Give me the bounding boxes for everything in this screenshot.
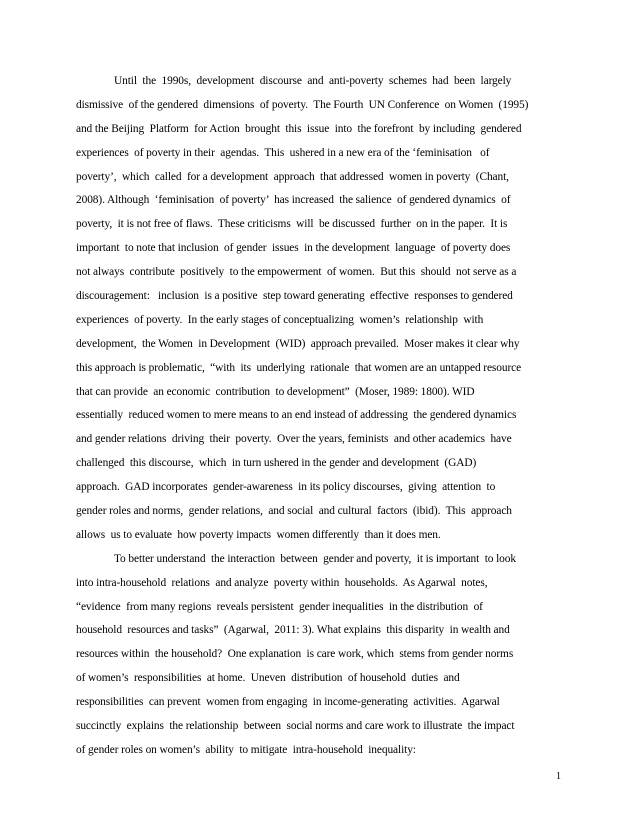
text-line: allows us to evaluate how poverty impacts women differently than it does men. bbox=[76, 528, 441, 541]
text-line: “evidence from many regions reveals persistent gender inequalities in the distribution of bbox=[76, 600, 483, 613]
text-line: discouragement: inclusion is a positive step toward generating effective responses to gendered bbox=[76, 290, 513, 303]
text-line: poverty, it is not free of flaws. These criticisms will be discussed further on in the paper. It is bbox=[76, 218, 508, 231]
text-line: resources within the household? One explanation is care work, which stems from gender norms bbox=[76, 648, 514, 661]
paragraph-2 bbox=[76, 548, 586, 763]
text-line: experiences of poverty in their agendas. This ushered in a new era of the ‘feminisation of bbox=[76, 146, 490, 159]
text-line: experiences of poverty. In the early stages of conceptualizing women’s relationship with bbox=[76, 313, 484, 326]
paragraph-1 bbox=[76, 70, 586, 548]
text-line: and gender relations driving their poverty. Over the years, feminists and other academics have bbox=[76, 433, 512, 446]
text-line: this approach is problematic, “with its underlying rationale that women are an untapped resource bbox=[76, 361, 522, 374]
text-line: 2008). Although ‘feminisation of poverty’ has increased the salience of gendered dynamics of bbox=[76, 194, 511, 207]
text-line: and the Beijing Platform for Action brought this issue into the forefront by including gendered bbox=[76, 122, 522, 135]
text-line: that can provide an economic contribution to development” (Moser, 1989: 1800). WID bbox=[76, 385, 475, 398]
text-line: development, the Women in Development (WID) approach prevailed. Moser makes it clear why bbox=[76, 337, 520, 350]
text-line: responsibilities can prevent women from engaging in income-generating activities. Agarwal bbox=[76, 696, 500, 709]
text-line: Until the 1990s, development discourse and anti-poverty schemes had been largely bbox=[114, 75, 512, 87]
body-text bbox=[76, 70, 586, 763]
text-line: challenged this discourse, which in turn ushered in the gender and development (GAD) bbox=[76, 457, 477, 470]
text-line: succinctly explains the relationship between social norms and care work to illustrate the impact bbox=[76, 720, 515, 733]
text-line: essentially reduced women to mere means to an end instead of addressing the gendered dynamics bbox=[76, 409, 517, 422]
page-number: 1 bbox=[556, 771, 561, 782]
text-line: dismissive of the gendered dimensions of poverty. The Fourth UN Conference on Women (1995) bbox=[76, 98, 529, 111]
text-line: of women’s responsibilities at home. Uneven distribution of household duties and bbox=[76, 672, 460, 685]
text-line: into intra-household relations and analyze poverty within households. As Agarwal notes, bbox=[76, 576, 488, 589]
text-line: important to note that inclusion of gender issues in the development language of poverty does bbox=[76, 242, 511, 255]
text-line: To better understand the interaction between gender and poverty, it is important to look bbox=[114, 552, 516, 565]
text-line: household resources and tasks” (Agarwal, 2011: 3). What explains this disparity in wealth and bbox=[76, 624, 510, 637]
text-line: poverty’, which called for a development approach that addressed women in poverty (Chant, bbox=[76, 170, 509, 183]
text-line: of gender roles on women’s ability to mitigate intra-household inequality: bbox=[76, 743, 416, 756]
text-line: approach. GAD incorporates gender-awareness in its policy discourses, giving attention to bbox=[76, 481, 496, 494]
text-line: not always contribute positively to the empowerment of women. But this should not serve as a bbox=[76, 266, 517, 279]
text-line: gender roles and norms, gender relations, and social and cultural factors (ibid). This approach bbox=[76, 505, 512, 518]
